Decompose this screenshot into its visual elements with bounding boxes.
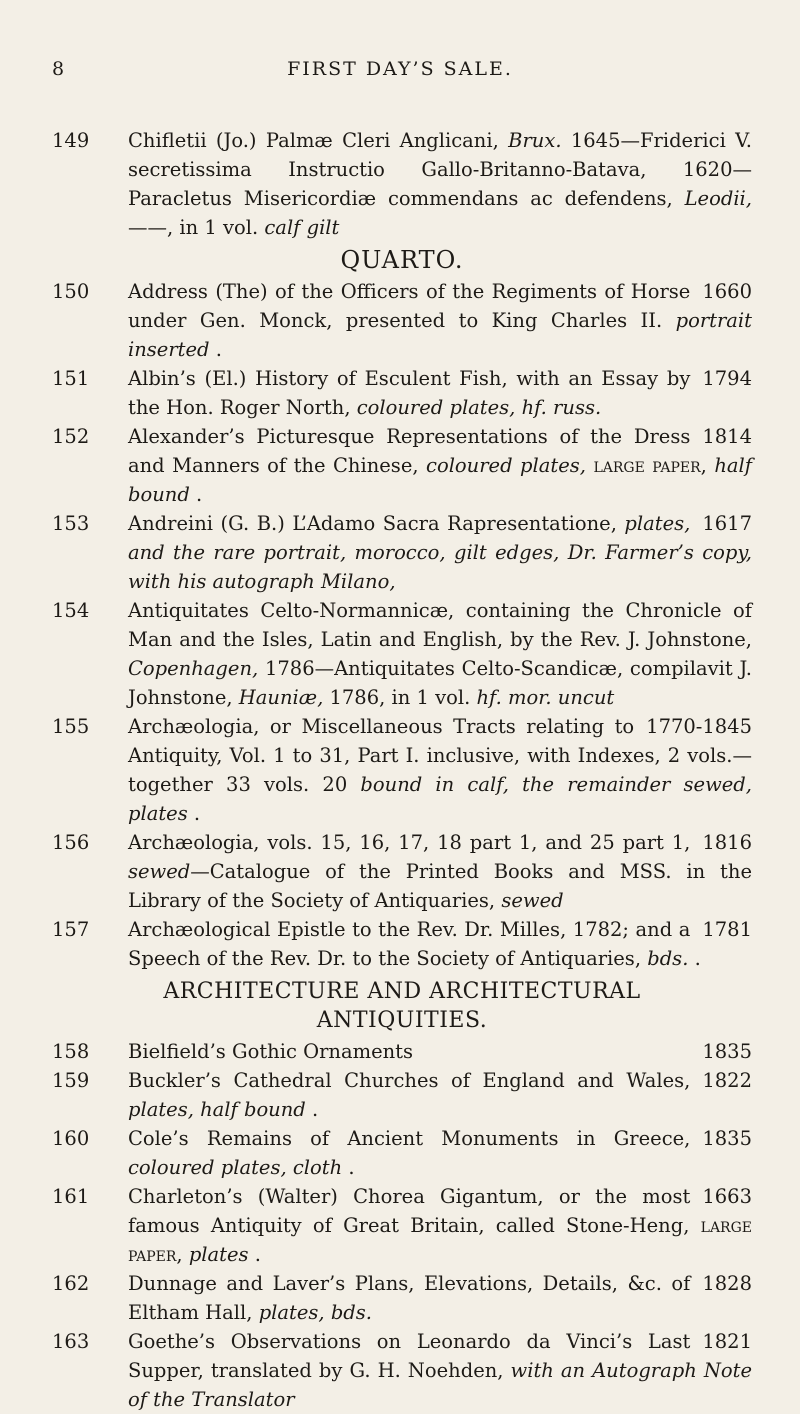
catalogue-entry	[52, 1269, 752, 1327]
description-fragment: —Catalogue of the Printed Books and MSS. in the Library of the Society of Antiquaries,	[128, 860, 752, 912]
heading-line-2: ANTIQUITIES.	[316, 1008, 488, 1033]
catalogue-entry	[52, 1037, 752, 1066]
catalogue-entry	[52, 1327, 752, 1414]
description-fragment: Charleton’s (Walter) Chorea Gigantum, or the most famous Antiquity of Great Britain, called Stone-Heng,	[128, 1185, 701, 1237]
description-fragment: coloured plates, cloth	[128, 1156, 343, 1179]
lot-description	[128, 129, 752, 239]
description-fragment: Andreini (G. B.) L’Adamo Sacra Rapresentatione,	[128, 512, 625, 535]
description-fragment: half bound	[128, 454, 752, 506]
description-fragment: Copenhagen,	[128, 657, 259, 680]
lot-date: 1816	[702, 831, 752, 854]
section-heading-quarto: QUARTO.	[340, 246, 464, 274]
catalogue-entry	[52, 364, 752, 422]
lot-description	[128, 367, 690, 419]
description-fragment: plates, and the rare portrait, morocco, gilt edges, Dr. Farmer’s copy, with his autograph	[128, 512, 752, 593]
catalogue-entry	[52, 712, 752, 828]
description-fragment: 1786, in 1 vol.	[323, 686, 477, 709]
lot-description	[128, 1185, 752, 1266]
lot-number: 162	[52, 1272, 90, 1295]
description-fragment: Albin’s (El.) History of Esculent Fish, with an Essay by the Hon. Roger North,	[128, 367, 691, 419]
description-fragment: .	[688, 947, 701, 970]
description-fragment: 1645—Friderici V. secretissima Instructio Gallo-Britanno-Batava, 1620—Paracletus Misericordiæ commendans ac defendens,	[128, 129, 752, 210]
description-fragment: calf gilt	[264, 216, 340, 239]
lot-description	[128, 831, 752, 912]
lot-date: 1663	[702, 1185, 752, 1208]
description-fragment: coloured plates,	[426, 454, 586, 477]
lot-number: 157	[52, 918, 90, 941]
catalogue-entry	[52, 828, 752, 915]
description-fragment: .	[209, 338, 222, 361]
description-fragment: Antiquitates Celto-Normannicæ, containing the Chronicle of Man and the Isles, Latin and English, by the Rev. J. Johnstone,	[128, 599, 752, 651]
description-fragment: .	[248, 1243, 261, 1266]
lot-number: 163	[52, 1330, 90, 1353]
lot-description	[128, 280, 752, 361]
lot-date: 1770-1845	[646, 715, 752, 738]
description-fragment: Alexander’s Picturesque Representations of the Dress and Manners of the Chinese,	[128, 425, 691, 477]
lot-date: 1781	[702, 918, 752, 941]
catalogue-entry	[52, 126, 752, 242]
catalogue-entry	[52, 422, 752, 509]
description-fragment: Leodii,	[684, 187, 752, 210]
description-fragment: large paper,	[128, 1214, 752, 1266]
description-fragment: bound in calf, the remainder sewed, plates	[128, 773, 752, 825]
lot-description	[128, 1272, 690, 1324]
description-fragment: Address (The) of the Officers of the Regiments of Horse under Gen. Monck, presented to King Charles II.	[128, 280, 691, 332]
running-title: FIRST DAY’S SALE.	[287, 58, 513, 80]
page-number: 8	[52, 58, 67, 80]
lot-number: 150	[52, 280, 90, 303]
description-fragment: bds.	[647, 947, 689, 970]
section-heading-architecture	[52, 977, 752, 1035]
description-fragment: Archæologia, or Miscellaneous Tracts relating to Antiquity, Vol. 1 to 31, Part I. inclusive, with Indexes, 2 vols.—together 33 vols. 20	[128, 715, 752, 796]
description-fragment: .	[342, 1156, 355, 1179]
description-fragment: sewed	[128, 860, 191, 883]
lot-number: 154	[52, 599, 90, 622]
lot-date: 1821	[702, 1330, 752, 1353]
description-fragment: Goethe’s Observations on Leonardo da Vinci’s Last Supper, translated by G. H. Noehden,	[128, 1330, 691, 1382]
description-fragment: Brux.	[508, 129, 562, 152]
catalogue-entry	[52, 1182, 752, 1269]
description-fragment: large paper,	[593, 454, 707, 477]
entries-section-b	[52, 277, 752, 973]
lot-date: 1822	[702, 1069, 752, 1092]
lot-number: 155	[52, 715, 90, 738]
lot-description	[128, 599, 752, 709]
description-fragment: plates, half bound	[128, 1098, 306, 1121]
description-fragment: coloured plates, hf. russ.	[356, 396, 602, 419]
lot-date: 1814	[702, 425, 752, 448]
description-fragment: Archæologia, vols. 15, 16, 17, 18 part 1, and 25 part 1,	[128, 831, 691, 854]
catalogue-entry	[52, 1066, 752, 1124]
lot-date: 1835	[702, 1040, 752, 1063]
description-fragment: Buckler’s Cathedral Churches of England and Wales,	[128, 1069, 691, 1092]
page-header	[52, 58, 748, 88]
lot-description	[128, 1069, 690, 1121]
description-fragment: hf. mor. uncut	[476, 686, 615, 709]
lot-date: 1835	[702, 1127, 752, 1150]
lot-date: 1617	[702, 512, 752, 535]
description-fragment: plates, bds.	[258, 1301, 372, 1324]
lot-description	[128, 1330, 752, 1411]
description-fragment: plates	[188, 1243, 249, 1266]
lot-number: 159	[52, 1069, 90, 1092]
description-fragment: .	[189, 483, 203, 506]
lot-number: 161	[52, 1185, 90, 1208]
description-fragment: .	[305, 1098, 319, 1121]
catalogue-content	[52, 126, 752, 1414]
lot-number: 151	[52, 367, 90, 390]
catalogue-entry	[52, 1124, 752, 1182]
description-fragment: Chifletii (Jo.) Palmæ Cleri Anglicani,	[128, 129, 509, 152]
description-fragment: with an Autograph Note of the Translator	[128, 1359, 752, 1411]
lot-number: 156	[52, 831, 90, 854]
description-fragment: .	[187, 802, 201, 825]
lot-description	[128, 512, 752, 593]
catalogue-entry	[52, 915, 752, 973]
description-fragment: Hauniæ,	[238, 686, 324, 709]
lot-number: 152	[52, 425, 90, 448]
lot-date: 1794	[702, 367, 752, 390]
lot-date: 1828	[702, 1272, 752, 1295]
description-fragment: 1786—Antiquitates Celto-Scandicæ, compilavit J. Johnstone,	[128, 657, 752, 709]
entries-section-a	[52, 126, 752, 242]
catalogue-entry	[52, 596, 752, 712]
description-fragment: sewed	[501, 889, 564, 912]
entries-section-c	[52, 1037, 752, 1414]
description-fragment: Cole’s Remains of Ancient Monuments in Greece,	[128, 1127, 691, 1150]
description-fragment: ——, in 1 vol.	[128, 216, 265, 239]
lot-date: 1660	[702, 280, 752, 303]
lot-number: 153	[52, 512, 90, 535]
description-fragment: portrait inserted	[128, 309, 752, 361]
lot-number: 160	[52, 1127, 90, 1150]
description-fragment: Milano,	[320, 570, 396, 593]
lot-description	[128, 1127, 690, 1179]
lot-description	[128, 918, 701, 970]
catalogue-entry	[52, 509, 752, 596]
description-fragment: Dunnage and Laver’s Plans, Elevations, Details, &c. of Eltham Hall,	[128, 1272, 691, 1324]
description-fragment: Archæological Epistle to the Rev. Dr. Milles, 1782; and a Speech of the Rev. Dr. to the Society of Antiquaries,	[128, 918, 691, 970]
lot-number: 149	[52, 129, 90, 152]
description-fragment: Bielfield’s Gothic Ornaments	[128, 1040, 414, 1063]
lot-number: 158	[52, 1040, 90, 1063]
catalogue-entry	[52, 277, 752, 364]
lot-description	[128, 425, 752, 506]
heading-line-1: ARCHITECTURE AND ARCHITECTURAL	[163, 979, 641, 1004]
lot-description	[128, 1040, 413, 1063]
